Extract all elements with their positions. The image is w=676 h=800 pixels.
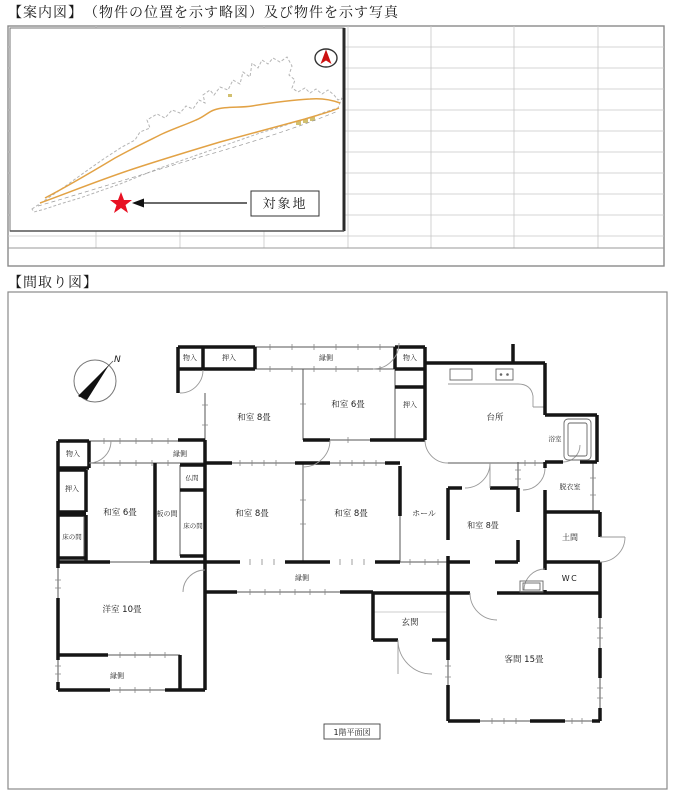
compass-north-label: N	[114, 355, 121, 365]
room-label-itanoma: 板の間	[156, 510, 178, 518]
floorplan-section	[8, 292, 667, 789]
map-compass-icon	[315, 49, 337, 67]
room-label-engawa-bl: 縁側	[110, 672, 124, 680]
room-label-doma: 土間	[562, 533, 578, 542]
room-label-oshiire-tl: 押入	[222, 354, 236, 362]
room-label-datsuishitsu: 脱衣室	[559, 483, 581, 491]
room-label-engawa-top: 縁側	[319, 354, 333, 362]
room-label-yokushitsu: 浴室	[548, 435, 562, 443]
room-label-washitsu6-mid: 和室 6畳	[103, 508, 137, 518]
room-label-monoire-tl: 物入	[183, 354, 197, 362]
room-label-hall: ホール	[412, 509, 436, 518]
room-label-monoire-left: 物入	[66, 450, 80, 458]
room-label-monoire-tr: 物入	[403, 354, 417, 362]
room-label-washitsu8-a: 和室 8畳	[235, 509, 269, 519]
room-label-washitsu8-top: 和室 8畳	[237, 413, 271, 423]
room-label-washitsu8-b: 和室 8畳	[334, 509, 368, 519]
room-label-oshiire-strip: 押入	[403, 401, 417, 409]
room-label-washitsu8-c: 和室 8畳	[467, 521, 499, 530]
room-label-engawa-left: 縁側	[173, 450, 187, 458]
plan-caption: 1階平面図	[333, 728, 371, 737]
room-label-engawa-bottom: 縁側	[295, 574, 309, 582]
room-label-kyakuma: 客間 15畳	[504, 655, 544, 665]
guide-map-title: 【案内図】 （物件の位置を示す略図）及び物件を示す写真	[8, 5, 399, 21]
floor-plan-title: 【間取り図】	[8, 275, 98, 291]
room-label-daidokoro: 台所	[486, 413, 504, 423]
room-label-yoshitsu10: 洋室 10畳	[102, 605, 142, 615]
target-label: 対象地	[262, 197, 308, 212]
room-label-washitsu6-top: 和室 6畳	[331, 400, 365, 410]
room-label-wc: WC	[561, 574, 579, 583]
room-label-genkan: 玄関	[401, 618, 419, 628]
room-label-tokonoma-left: 床の間	[62, 533, 82, 541]
location-map	[10, 28, 344, 231]
room-label-oshiire-left: 押入	[65, 485, 79, 493]
room-label-butsuma: 仏間	[185, 474, 199, 482]
room-label-tokonoma-right: 床の間	[183, 522, 203, 530]
